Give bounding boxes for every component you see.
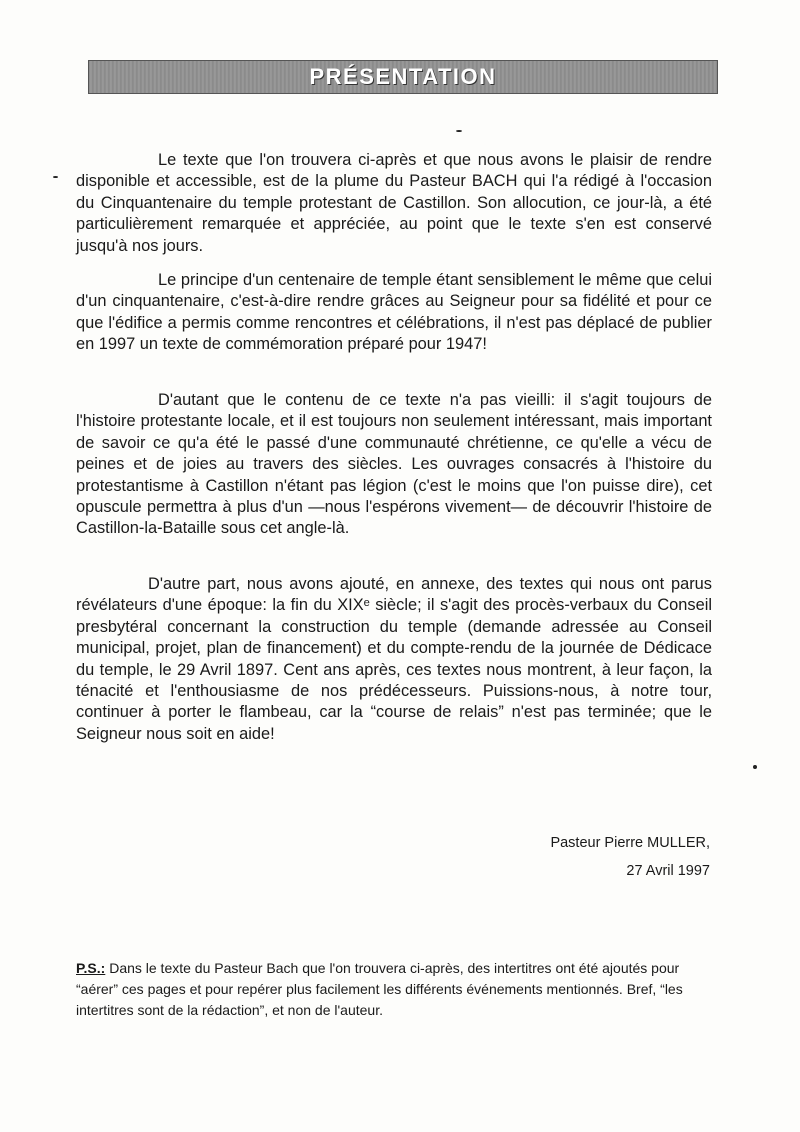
paragraph-1 — [76, 150, 712, 257]
paragraph-1-text: Le texte que l'on trouvera ci-après et que nous avons le plaisir de rendre disponible et accessible, est de la plume du Pasteur BACH qui l'a rédigé à l'occasion du Cinquantenaire du temple protestant de Castillon. Son allocution, ce jour-là, a été particulièrement remarquée et appréciée, au point que le texte s'en est conservé jusqu'à nos jours. — [76, 151, 712, 255]
paragraph-4-text: D'autre part, nous avons ajouté, en annexe, des textes qui nous ont parus révélateurs d'une époque: la fin du XIXᵉ siècle; il s'agit des procès-verbaux du Conseil presbytéral concernant la construction du temple (demande adressée au Conseil municipal, projet, plan de financement) et du compte-rendu de la journée de Dédicace du temple, le 29 Avril 1897. Cent ans après, ces textes nous montrent, à leur façon, la ténacité et l'enthousiasme de nos prédécesseurs. Puissions-nous, à notre tour, continuer à porter le flambeau, car la “course de relais” n'est pas terminée; que le Seigneur nous soit en aide! — [76, 575, 712, 743]
signature-name: Pasteur Pierre MULLER, — [550, 835, 710, 851]
title-banner — [88, 60, 718, 94]
signature-date: 27 Avril 1997 — [626, 863, 710, 879]
scan-speck — [753, 765, 757, 769]
page-title: PRÉSENTATION — [309, 64, 497, 89]
paragraph-2-text: Le principe d'un centenaire de temple étant sensiblement le même que celui d'un cinquantenaire, c'est-à-dire rendre grâces au Seigneur pour sa fidélité et pour ce que l'édifice a permis comme rencontres et célébrations, il n'est pas déplacé de publier en 1997 un texte de commémoration préparé pour 1947! — [76, 271, 712, 354]
scan-speck — [53, 176, 58, 178]
postscript-label: P.S.: — [76, 960, 106, 976]
scan-speck — [456, 130, 462, 132]
paragraph-2 — [76, 270, 712, 356]
postscript — [76, 958, 716, 1021]
paragraph-4 — [76, 574, 712, 745]
paragraph-3-text: D'autant que le contenu de ce texte n'a pas vieilli: il s'agit toujours de l'histoire protestante locale, et il est toujours non seulement intéressant, mais important de savoir ce qu'a été le passé d'une communauté chrétienne, ce qu'elle a vécu de peines et de joies au travers des siècles. Les ouvrages consacrés à l'histoire du protestantisme à Castillon n'étant pas légion (c'est le moins que l'on puisse dire), cet opuscule permettra à plus d'un —nous l'espérons vivement— de découvrir l'histoire de Castillon-la-Bataille sous cet angle-là. — [76, 391, 712, 538]
paragraph-3 — [76, 390, 712, 540]
postscript-text: Dans le texte du Pasteur Bach que l'on trouvera ci-après, des intertitres ont été ajoutés pour “aérer” ces pages et pour repérer plus facilement les différents événements mentionnés. Bref, “les intertitres sont de la rédaction”, et non de l'auteur. — [76, 960, 683, 1018]
